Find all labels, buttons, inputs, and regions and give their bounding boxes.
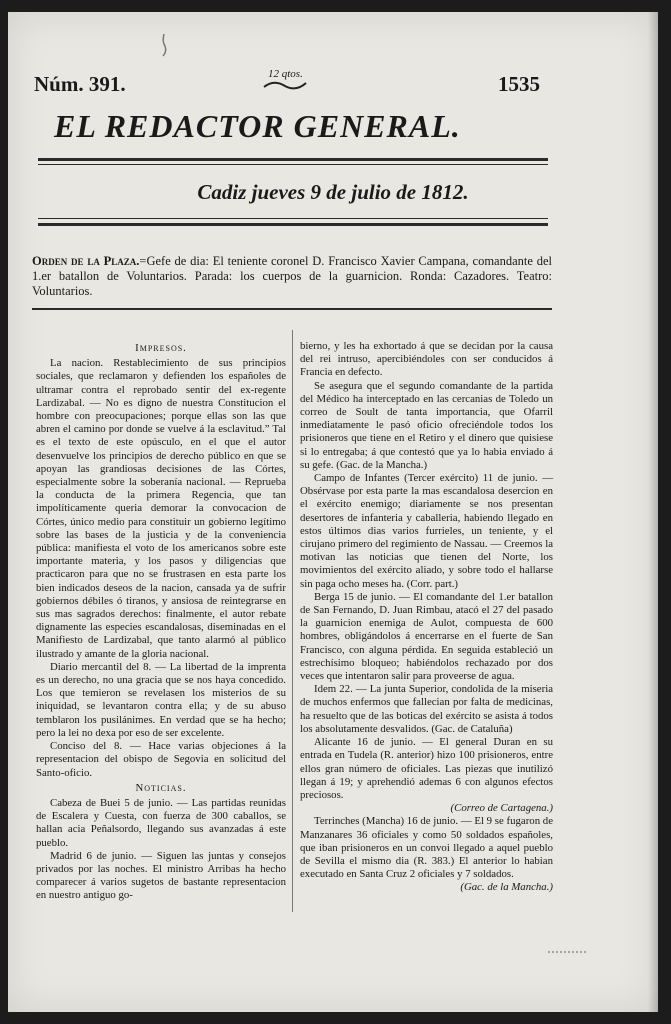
newspaper-page: [8, 12, 658, 1012]
noticia-paragraph: Madrid 6 de junio. — Siguen las juntas y consejos privados por las noches. El ministro Arribas ha hecho comparecer á varios sugetos de bastante representacion en nuestro antiguo go-: [36, 849, 286, 902]
orden-text: =Gefe de dia: El teniente coronel D. Francisco Xavier Campana, comandante del 1.er batallon de Voluntarios. Parada: los cuerpos de la guarnicion. Ronda: Cazadores. Teatro: Voluntarios.: [32, 254, 552, 298]
news-paragraph: Alicante 16 de junio. — El general Duran en su entrada en Tudela (R. anterior) hizo 100 prisioneros, entre ellos gran número de oficiales. Las piezas que inutilizó llegan á 19; y aprehendió ademas 6 con algunos efectos preciosos.: [300, 736, 553, 801]
impresos-paragraph: Conciso del 8. — Hace varias objeciones á la representacion del obispo de Segovia en solicitud del Santo-oficio.: [36, 740, 286, 779]
pliegos-note: 12 qtos.: [268, 68, 303, 80]
source-credit: (Correo de Cartagena.): [450, 802, 553, 815]
flourish-ornament: [260, 78, 310, 92]
rule-top-thin: [38, 164, 548, 165]
impresos-paragraph: La nacion. Restablecimiento de sus principios sociales, que reclamaron y defienden los españoles de ultramar contra el reprobado sentir del ex-regente Lardizabal. — No es digno de nuestra Constitucion el hombre con preocupaciones; porque ellas son las que abren el camino por donde se vuelve á la esclavitud.” Tal es el texto de este opúsculo, en el que el autor desenvuelve los principios de derecho público en que se apoyan las grandiosas decisiones de las Córtes, especialmente sobre la soberanía nacional. — Reprueba la conducta de la primera Regencia, que tan impolíticamente queria demorar la convocacion de Córtes, único medio para constituir un gobierno legítimo sobre las bases de la justicia y de la conveniencia pública: manifiesta el voto de los americanos sobre este importante materia, y los pasos y diligencias que practicaron para que no se frustrasen en esta parte los bien indicados deseos de la nacion, cansada ya de sufrir gobiernos débiles ó tiranos, y ansiosa de reintegrarse en sus mas sagrados derechos: finalmente, el autor rebate dignamente las especies escandalosas, diseminadas en el Manifiesto de Lardizabal, que tanto alarmó al público ilustrado y amante de la gloria nacional.: [36, 357, 286, 660]
column-divider: [292, 330, 293, 912]
impresos-heading: Impresos.: [135, 342, 187, 354]
noticia-paragraph: Cabeza de Buei 5 de junio. — Las partidas reunidas de Escalera y Cuesta, con fuerza de 300 caballos, se hallan acia Peñalsordo, llegando sus avanzadas á este pueblo.: [36, 796, 286, 849]
rule-section: [32, 308, 552, 310]
noticias-heading: Noticias.: [135, 781, 187, 794]
news-paragraph: bierno, y les ha exhortado á que se decidan por la causa del rei intruso, apercibiéndoles con ser conducidos á Francia en defecto.: [300, 340, 553, 379]
news-paragraph: Terrinches (Mancha) 16 de junio. — El 9 se fugaron de Manzanares 36 oficiales y como 50 soldados españoles, que iban prisioneros en un convoi llegado a aquel pueblo de Sevilla el mismo dia (R. 383.) El anterior lo habian executado en Santa Cruz 2 oficiales y 7 soldados.: [300, 815, 553, 881]
left-column: [36, 340, 286, 903]
news-paragraph: Berga 15 de junio. — El comandante del 1.er batallon de San Fernando, D. Juan Rimbau, atacó el 27 del pasado la guarnicion enemiga de Aulot, compuesta de 600 hombres, obligándolos á encerrarse en el fuerte de San Francisco, con alguna pérdida. En seguida estableció un estrechísimo bloqueo; habiéndolos rechazado por dos veces que intentaron salir para proveerse de agua.: [300, 590, 553, 683]
issue-number: Núm. 391.: [34, 72, 126, 96]
dateline: Cadiz jueves 9 de julio de 1812.: [197, 180, 469, 204]
orden-label: Orden de la Plaza.: [32, 254, 140, 268]
news-paragraph: Se asegura que el segundo comandante de la partida del Médico ha interceptado en las cercanias de Toledo un correo de Soult de tanta importancia, que Ofarril inmediatamente le pasó oficio ofreciéndole todos los prisioneros que tiene en el Retiro y el dinero que quisiese si lo entregaba; á que contestó que ya lo habia enviado á su gefe. (Gac. de la Mancha.): [300, 379, 553, 471]
page-edge-shadow: [648, 12, 658, 1012]
source-credit: (Gac. de la Mancha.): [460, 881, 553, 894]
rule-date-thin: [38, 218, 548, 219]
rule-top-thick: [38, 158, 548, 161]
news-paragraph: Campo de Infantes (Tercer exército) 11 de junio. — Obsérvase por esta parte la mas escandalosa desercion en el exército enemigo; diariamente se nos presentan desertores de infanteria y caballeria, habiendo llegado en estos últimos dias varios furrieles, un teniente, y el cirujano primero del regimiento de Nassau. — Creemos la motivan las noticias que tienen del Norte, los movimientos del exército aliado, y sobre todo el hallarse sin paga ocho meses ha. (Corr. part.): [300, 472, 553, 590]
news-paragraph: Idem 22. — La junta Superior, condolida de la miseria de muchos enfermos que fallecian por falta de medicinas, ha resuelto que de las boticas del exército se asista á todos los absolutamente desvalidos. (Gac. de Cataluña): [300, 683, 553, 735]
impresos-paragraph: Diario mercantil del 8. — La libertad de la imprenta es un derecho, no una gracia que se nos haya concedido. Los que temieron se revelasen los misterios de su iniquidad, se levantaron contra ella; y de su abuso temblaron los pusilánimes. En verdad que se ha hecho; pero la lei no dexa por eso de ser excelente.: [36, 660, 286, 739]
ink-mark: [548, 949, 588, 955]
page-folio: 1535: [498, 72, 540, 96]
newspaper-title: EL REDACTOR GENERAL.: [54, 108, 461, 144]
right-column: [300, 340, 553, 895]
orden-de-la-plaza: [32, 254, 552, 299]
rule-date-thick: [38, 223, 548, 226]
ink-mark: [158, 32, 170, 58]
